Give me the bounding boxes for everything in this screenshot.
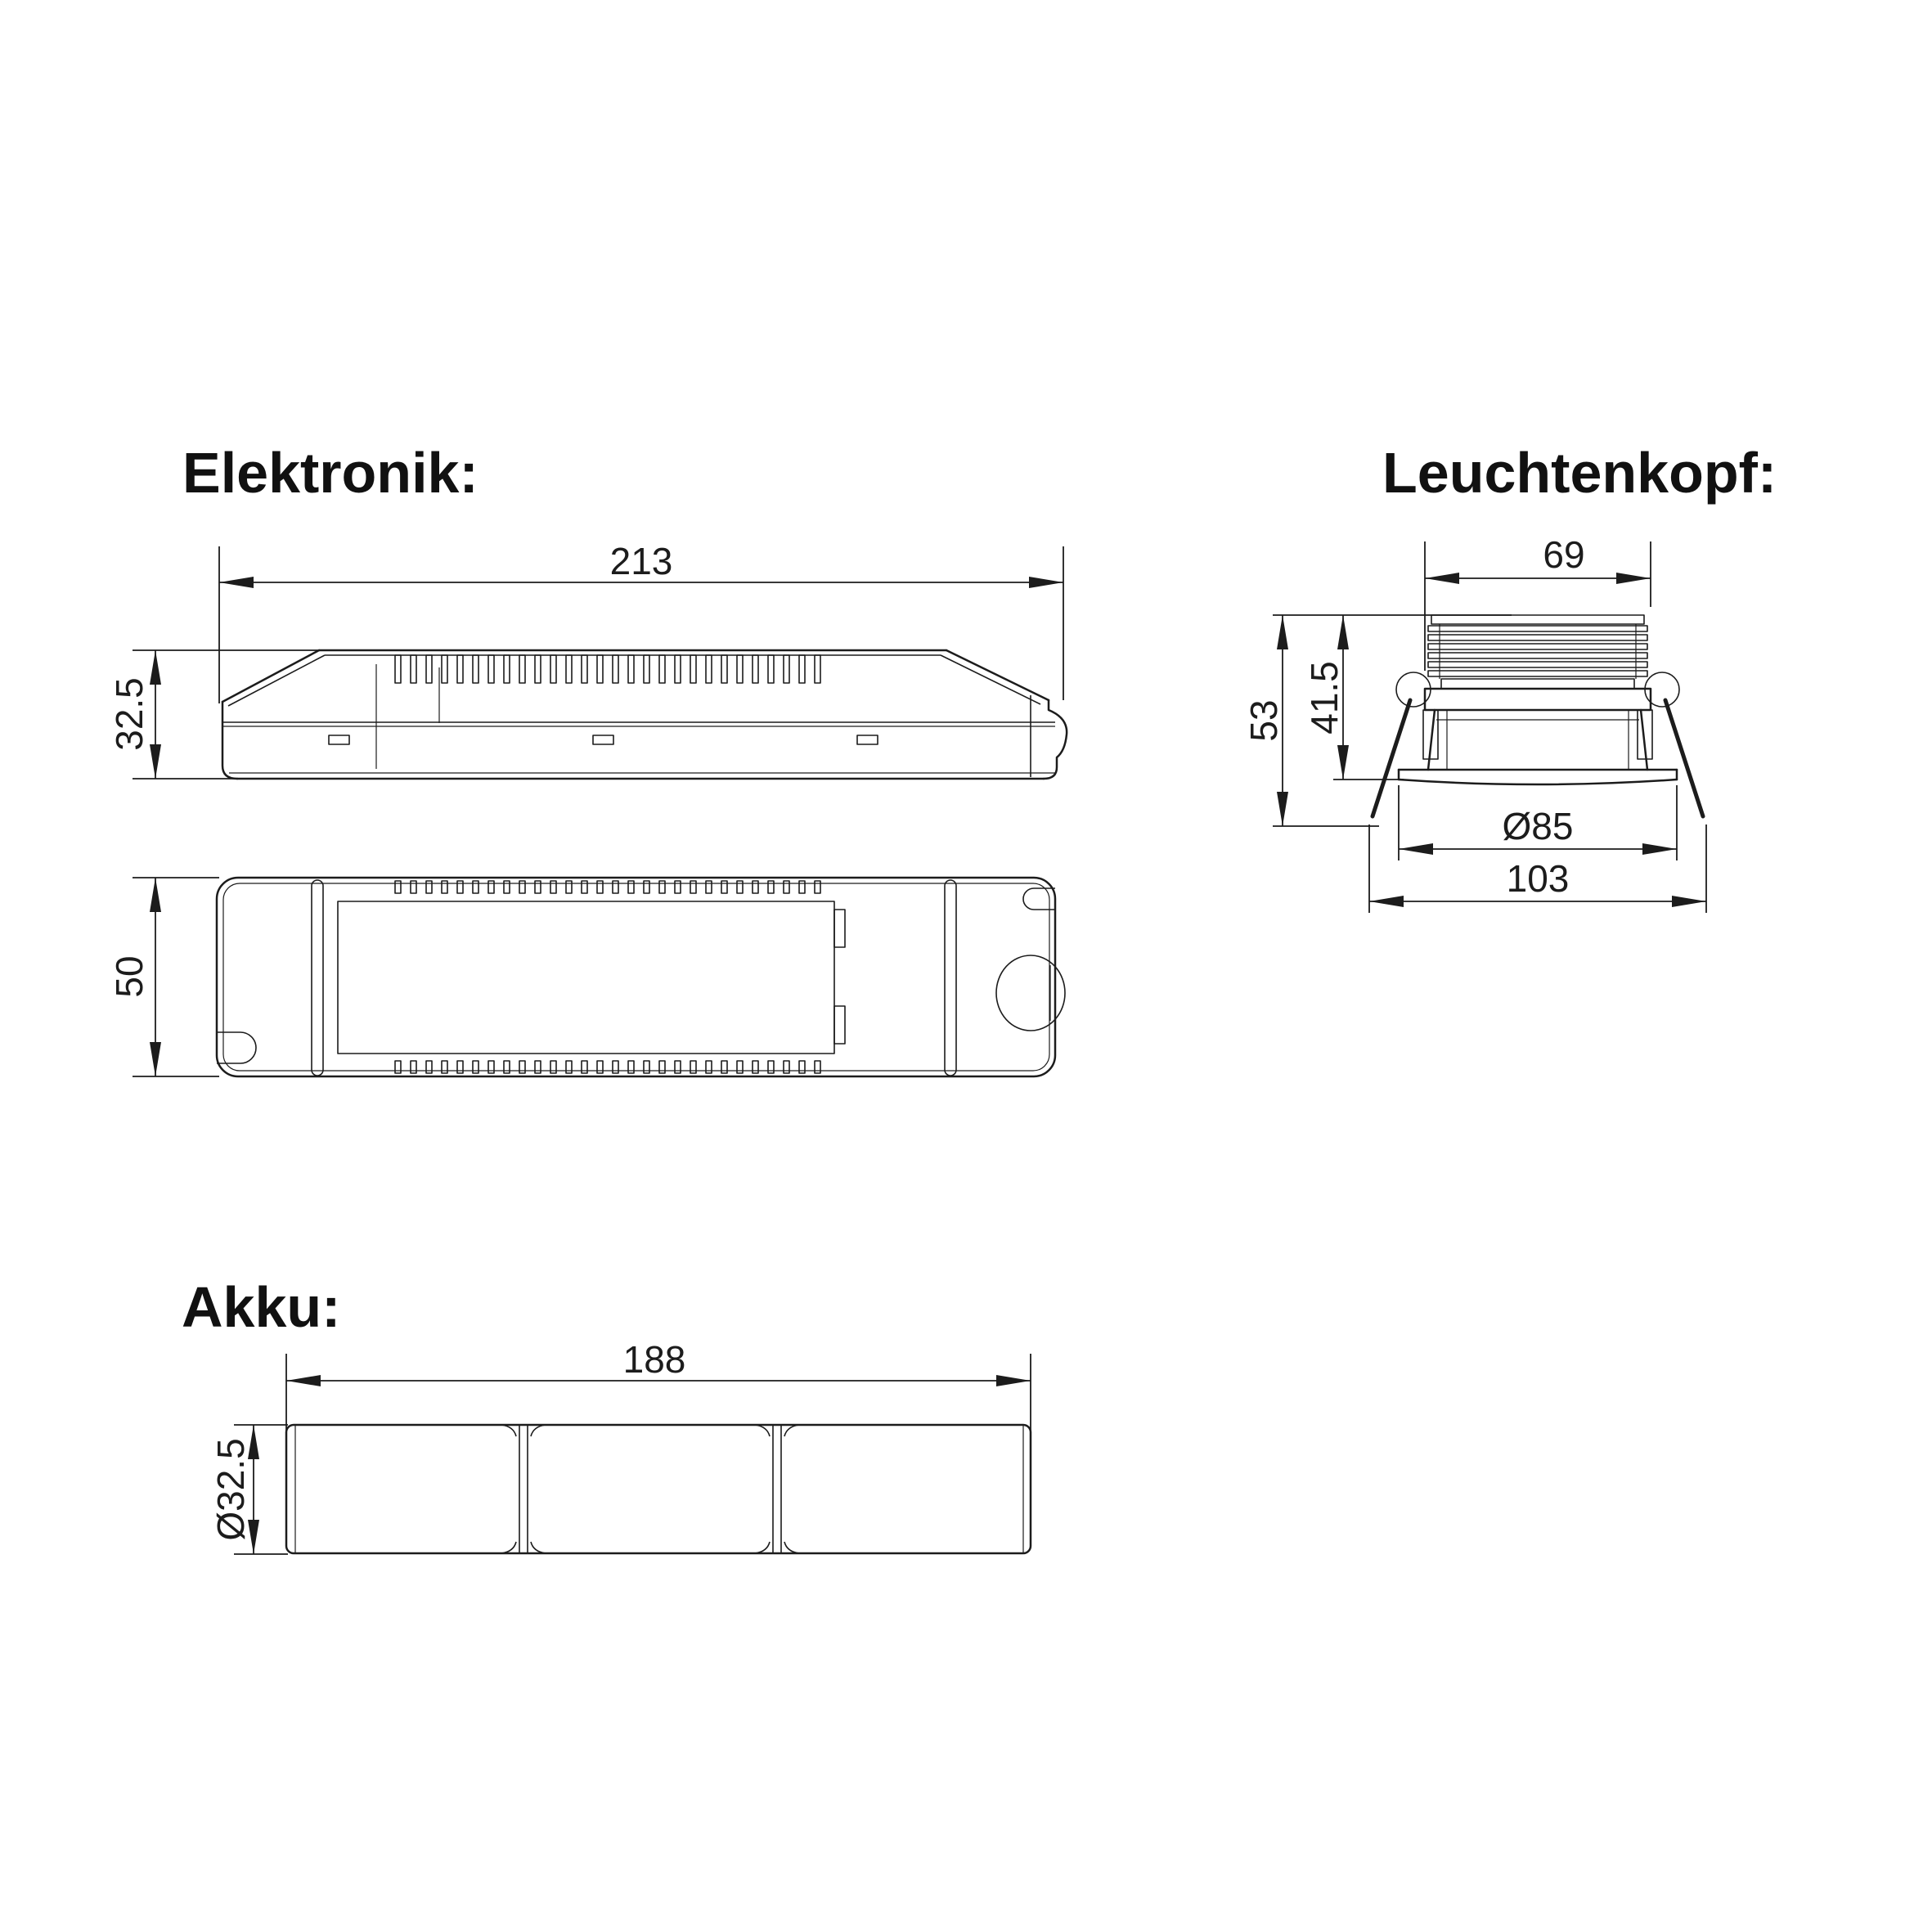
dim-label-50: 50 — [108, 955, 151, 998]
dim-label-213: 213 — [609, 540, 673, 582]
dim-32-5-dia — [209, 1425, 288, 1554]
title-elektronik: Elektronik: — [182, 441, 479, 505]
vent-slats-side — [395, 655, 820, 683]
heatsink — [1428, 615, 1647, 679]
spring-clip-left — [1373, 672, 1438, 816]
dim-50 — [108, 878, 219, 1076]
dim-label-103: 103 — [1506, 857, 1570, 900]
elektronik-side-view — [108, 540, 1067, 779]
recessed-can — [1428, 710, 1647, 770]
dim-213 — [219, 540, 1063, 703]
elektronik-top-view — [108, 878, 1065, 1076]
battery-body — [286, 1425, 1031, 1553]
dim-label-41-5: 41.5 — [1303, 661, 1346, 735]
leuchtenkopf-view — [1242, 533, 1706, 913]
dim-label-53: 53 — [1242, 699, 1285, 742]
dim-label-188: 188 — [622, 1338, 686, 1381]
dim-85 — [1399, 785, 1677, 860]
dim-32-5 — [108, 650, 321, 779]
driver-housing-top-profile — [217, 878, 1065, 1076]
lid-seam-left — [312, 880, 323, 1076]
spring-wire-left — [1373, 700, 1410, 816]
driver-housing-side-profile — [222, 650, 1067, 779]
vent-slats-top-row — [395, 881, 820, 893]
latch-tab-top — [834, 910, 845, 947]
heatsink-neck — [1441, 679, 1634, 689]
spring-clip-right — [1638, 672, 1703, 816]
dim-label-32-5: 32.5 — [108, 677, 151, 751]
latch-tab-bottom — [834, 1006, 845, 1044]
akku-view — [209, 1338, 1031, 1554]
mounting-clips — [329, 735, 878, 744]
dim-label-32-5-dia: Ø32.5 — [209, 1438, 252, 1541]
screw-slot-left — [217, 1032, 256, 1063]
dim-label-85: Ø85 — [1502, 805, 1574, 847]
dim-label-69: 69 — [1543, 533, 1585, 576]
dim-188 — [286, 1338, 1031, 1431]
cell-junctions — [501, 1425, 799, 1553]
lid-seam-right — [945, 880, 956, 1076]
screw-slot-right — [1023, 888, 1055, 910]
housing-step — [1425, 689, 1651, 710]
battery-pack — [286, 1425, 1031, 1553]
spring-wire-right — [1665, 700, 1703, 816]
vent-slats-bottom-row — [395, 1061, 820, 1073]
downlight-cross-section — [1373, 615, 1703, 816]
dim-53 — [1242, 615, 1512, 826]
trim-ring — [1399, 770, 1677, 784]
label-area — [338, 901, 834, 1054]
dim-41-5 — [1303, 615, 1404, 780]
title-leuchtenkopf: Leuchtenkopf: — [1382, 441, 1777, 505]
title-akku: Akku: — [182, 1275, 341, 1339]
